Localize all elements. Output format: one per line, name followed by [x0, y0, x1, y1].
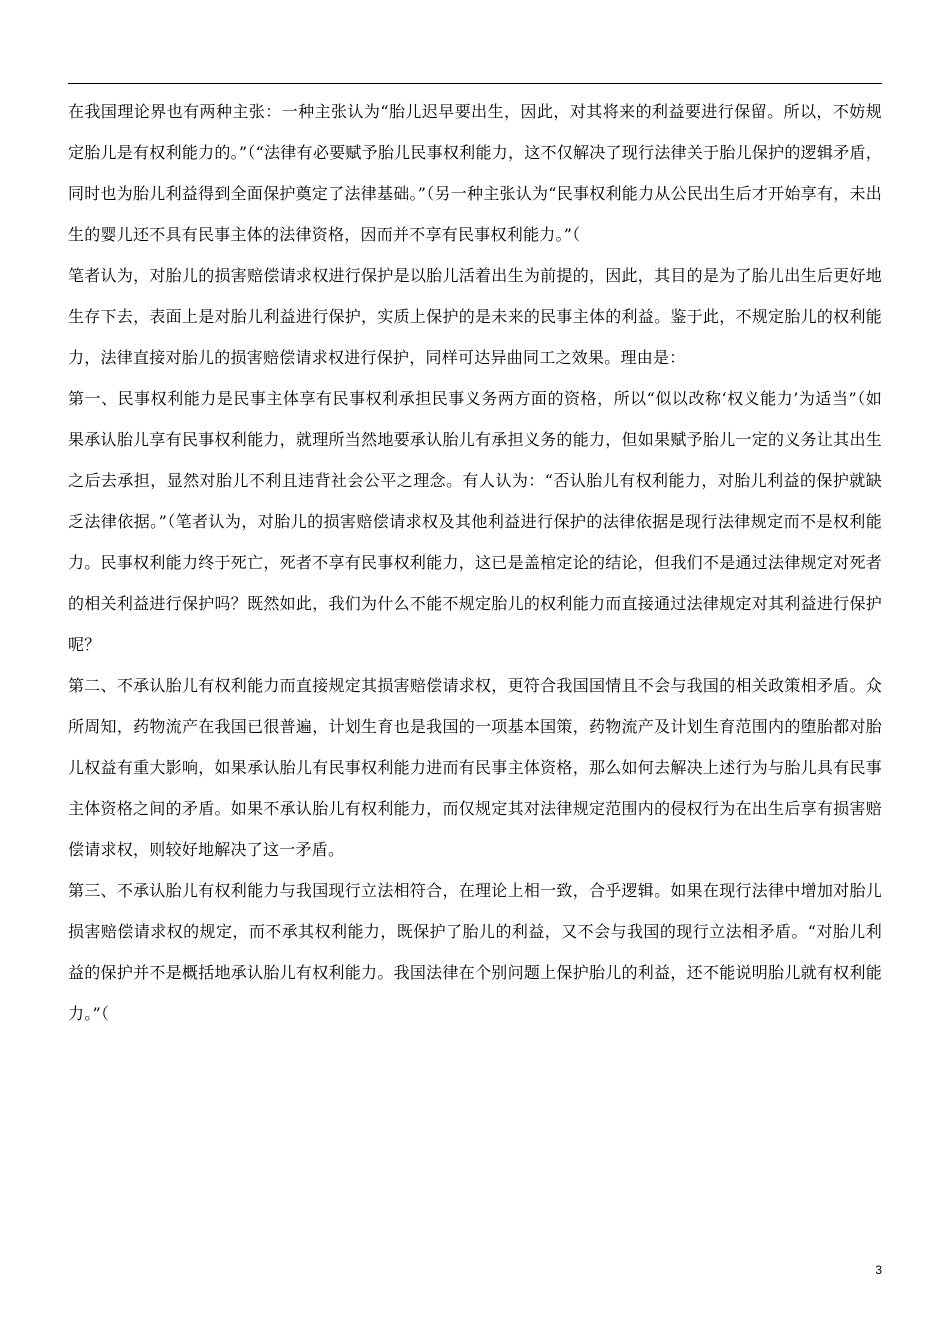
paragraph-4: 第二、不承认胎儿有权利能力而直接规定其损害赔偿请求权，更符合我国国情且不会与我国的相关政策相矛盾。众所周知，药物流产在我国已很普遍，计划生育也是我国的一项基本国策，药物流产及计划生育范围内的堕胎都对胎儿权益有重大影响，如果承认胎儿有民事权利能力进而有民事主体资格，那么如何去解决上述行为与胎儿具有民事主体资格之间的矛盾。如果不承认胎儿有权利能力，而仅规定其对法律规定范围内的侵权行为在出生后享有损害赔偿请求权，则较好地解决了这一矛盾。	[68, 676, 882, 859]
paragraph-2: 笔者认为，对胎儿的损害赔偿请求权进行保护是以胎儿活着出生为前提的，因此，其目的是为了胎儿出生后更好地生存下去，表面上是对胎儿利益进行保护，实质上保护的是未来的民事主体的利益。鉴于此，不规定胎儿的权利能力，法律直接对胎儿的损害赔偿请求权进行保护，同样可达异曲同工之效果。理由是：	[68, 266, 882, 367]
page-number: 3	[875, 1263, 882, 1277]
document-body	[68, 91, 882, 1034]
header-rule	[68, 83, 882, 84]
paragraph-1: 在我国理论界也有两种主张：一种主张认为“胎儿迟早要出生，因此，对其将来的利益要进行保留。所以，不妨规定胎儿是有权利能力的。”（“法律有必要赋予胎儿民事权利能力，这不仅解决了现行法律关于胎儿保护的逻辑矛盾，同时也为胎儿利益得到全面保护奠定了法律基础。”（另一种主张认为“民事权利能力从公民出生后才开始享有，未出生的婴儿还不具有民事主体的法律资格，因而并不享有民事权利能力。”（	[68, 102, 882, 244]
paragraph-3: 第一、民事权利能力是民事主体享有民事权利承担民事义务两方面的资格，所以“似以改称‘权义能力’为适当”（如果承认胎儿享有民事权利能力，就理所当然地要承认胎儿有承担义务的能力，但如果赋予胎儿一定的义务让其出生之后去承担，显然对胎儿不利且违背社会公平之理念。有人认为：“否认胎儿有权利能力，对胎儿利益的保护就缺乏法律依据。”（笔者认为，对胎儿的损害赔偿请求权及其他利益进行保护的法律依据是现行法律规定而不是权利能力。民事权利能力终于死亡，死者不享有民事权利能力，这已是盖棺定论的结论，但我们不是通过法律规定对死者的相关利益进行保护吗？既然如此，我们为什么不能不规定胎儿的权利能力而直接通过法律规定对其利益进行保护呢？	[68, 389, 882, 654]
paragraph-5: 第三、不承认胎儿有权利能力与我国现行立法相符合，在理论上相一致，合乎逻辑。如果在现行法律中增加对胎儿损害赔偿请求权的规定，而不承其权利能力，既保护了胎儿的利益，又不会与我国的现行立法相矛盾。“对胎儿利益的保护并不是概括地承认胎儿有权利能力。我国法律在个别问题上保护胎儿的利益，还不能说明胎儿就有权利能力。”（	[68, 881, 882, 1023]
